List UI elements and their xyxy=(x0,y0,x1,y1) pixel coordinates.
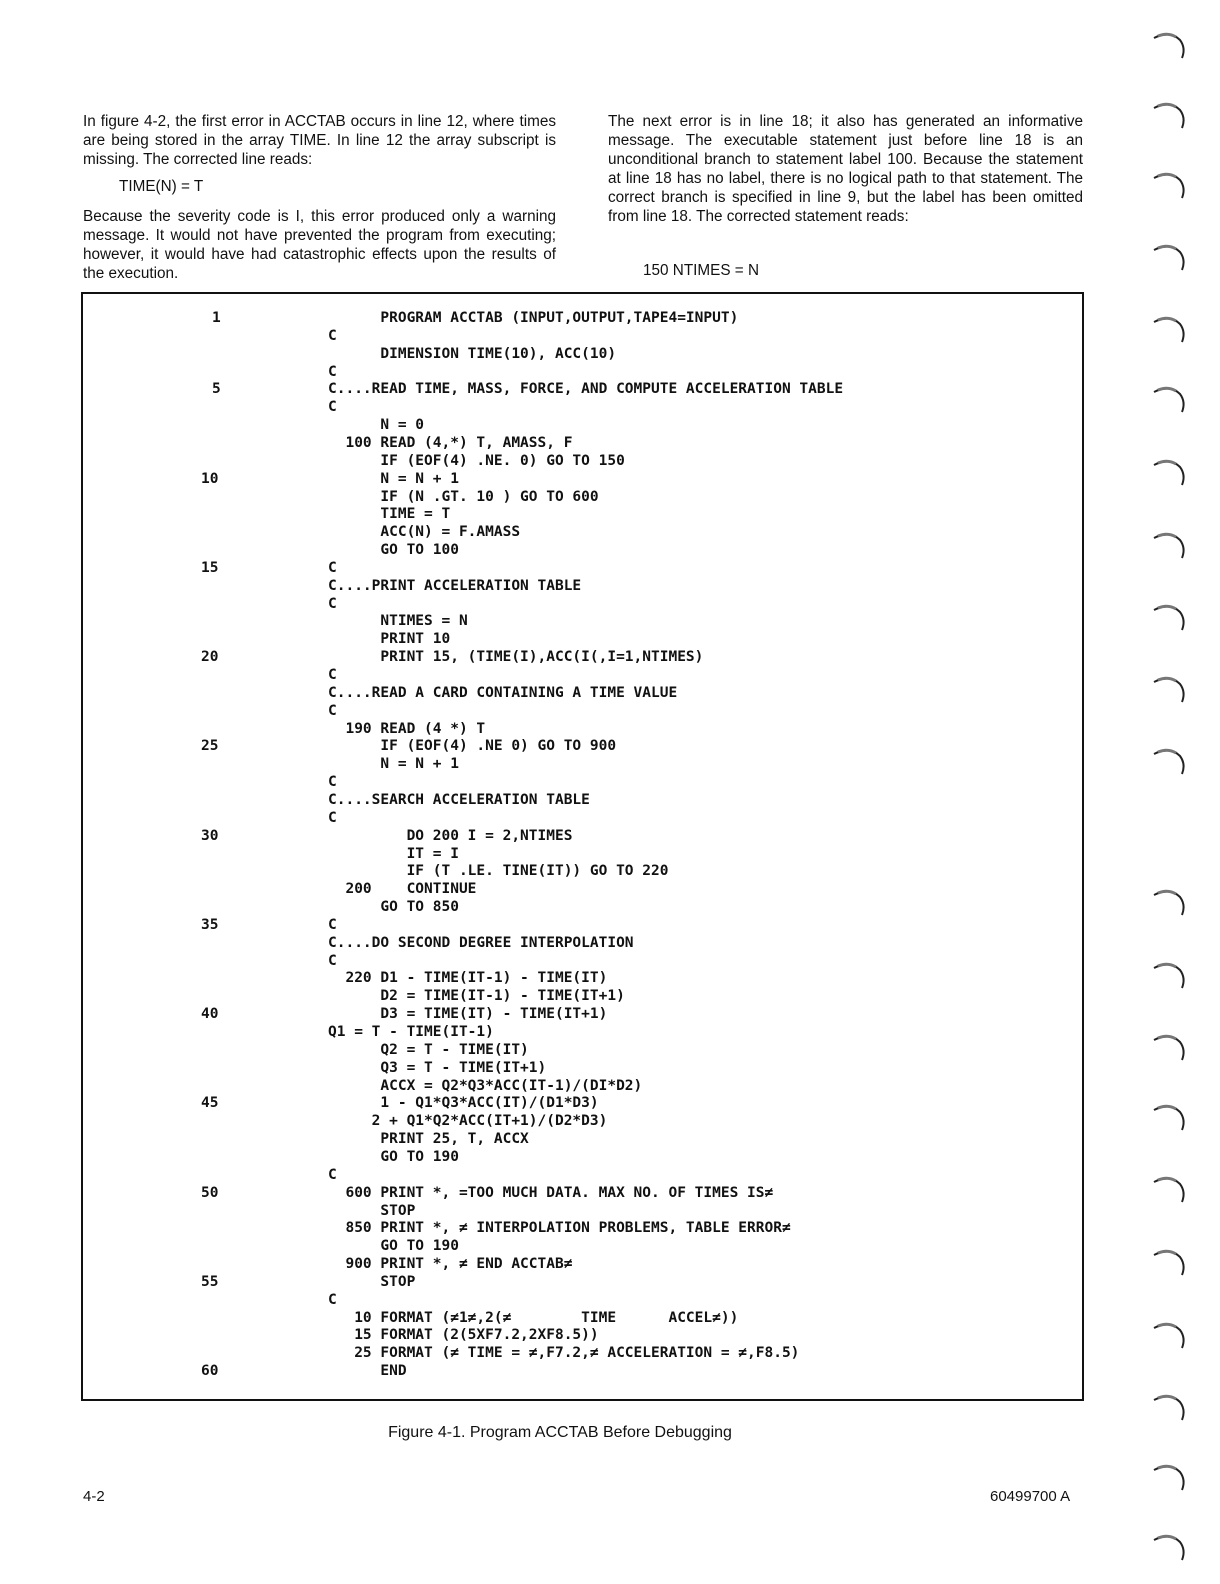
punch-hole-icon xyxy=(1150,28,1190,62)
code-line: N = 0 xyxy=(328,417,425,434)
code-line: NTIMES = N xyxy=(328,613,468,630)
code-line: C....READ TIME, MASS, FORCE, AND COMPUTE ACCELERATION TABLE xyxy=(328,381,844,398)
code-line: Q3 = T - TIME(IT+1) xyxy=(328,1059,547,1076)
punch-hole-icon xyxy=(1150,455,1190,489)
code-line: 900 PRINT *, ≠ END ACCTAB≠ xyxy=(328,1256,573,1273)
punch-hole-icon xyxy=(1150,312,1190,346)
punch-hole-icon xyxy=(1150,600,1190,634)
figure-caption: Figure 4-1. Program ACCTAB Before Debugging xyxy=(388,1424,732,1441)
code-line: 100 READ (4,*) T, AMASS, F xyxy=(328,434,573,451)
code-line: PROGRAM ACCTAB (INPUT,OUTPUT,TAPE4=INPUT) xyxy=(328,310,739,326)
code-line: 2 + Q1*Q2*ACC(IT+1)/(D2*D3) xyxy=(328,1113,608,1130)
punch-hole-icon xyxy=(1150,240,1190,274)
line-number: 25 xyxy=(201,738,219,755)
line-number: 55 xyxy=(201,1273,219,1290)
code-line: STOP xyxy=(328,1273,416,1290)
line-number: 60 xyxy=(201,1363,219,1380)
code-line: 850 PRINT *, ≠ INTERPOLATION PROBLEMS, TABLE ERROR≠ xyxy=(328,1220,791,1237)
code-line: 25 FORMAT (≠ TIME = ≠,F7.2,≠ ACCELERATION = ≠,F8.5) xyxy=(328,1345,800,1362)
code-line: STOP xyxy=(328,1202,416,1219)
code-line: C xyxy=(328,952,337,969)
code-line: PRINT 15, (TIME(I),ACC(I(,I=1,NTIMES) xyxy=(328,649,704,666)
code-line: D3 = TIME(IT) - TIME(IT+1) xyxy=(328,1006,608,1023)
punch-hole-icon xyxy=(1150,98,1190,132)
page-number: 4-2 xyxy=(83,1488,105,1505)
code-line: ACCX = Q2*Q3*ACC(IT-1)/(DI*D2) xyxy=(328,1077,643,1094)
punch-hole-icon xyxy=(1150,958,1190,992)
code-line: C xyxy=(328,363,337,380)
line-number: 10 xyxy=(201,470,219,487)
code-line: 1 - Q1*Q3*ACC(IT)/(D1*D3) xyxy=(328,1095,599,1112)
code-line: IF (T .LE. TINE(IT)) GO TO 220 xyxy=(328,863,669,880)
left-paragraph-1: In figure 4-2, the first error in ACCTAB occurs in line 12, where times are being stored in the array TIME. In line 12 the array subscript is missing. The corrected line reads: xyxy=(83,113,556,168)
code-line: IF (N .GT. 10 ) GO TO 600 xyxy=(328,488,599,505)
punch-hole-icon xyxy=(1150,1318,1190,1352)
punch-hole-icon xyxy=(1150,382,1190,416)
code-line: IF (EOF(4) .NE 0) GO TO 900 xyxy=(328,738,617,755)
code-line: PRINT 25, T, ACCX xyxy=(328,1131,529,1148)
left-corrected-line: TIME(N) = T xyxy=(119,178,204,195)
document-number: 60499700 A xyxy=(990,1488,1071,1505)
code-line: C xyxy=(328,774,337,791)
punch-hole-icon xyxy=(1150,1030,1190,1064)
line-number: 20 xyxy=(201,649,219,666)
line-number: 30 xyxy=(201,827,219,844)
code-line: 200 CONTINUE xyxy=(328,881,477,898)
code-line: C....PRINT ACCELERATION TABLE xyxy=(328,577,582,594)
code-line: D2 = TIME(IT-1) - TIME(IT+1) xyxy=(328,988,625,1005)
code-line: C xyxy=(328,1291,337,1308)
punch-hole-icon xyxy=(1150,672,1190,706)
code-line: IF (EOF(4) .NE. 0) GO TO 150 xyxy=(328,452,625,469)
code-line: 600 PRINT *, =TOO MUCH DATA. MAX NO. OF TIMES IS≠ xyxy=(328,1184,774,1201)
code-line: C xyxy=(328,702,337,719)
right-paragraph-1: The next error is in line 18; it also has generated an informative message. The executable statement just before line 18 is an unconditional branch to statement label 100. Because the statement at line 18 has no label, there is no logical path to that statement. The correct branch is specified in line 9, but the label has been omitted from line 18. The corrected statement reads: xyxy=(608,113,1083,225)
code-line: GO TO 190 xyxy=(328,1238,459,1255)
code-line: END xyxy=(328,1363,407,1380)
code-line: GO TO 190 xyxy=(328,1148,459,1165)
code-line: 190 READ (4 *) T xyxy=(328,720,486,737)
punch-hole-icon xyxy=(1150,1530,1190,1564)
right-corrected-line: 150 NTIMES = N xyxy=(643,262,760,279)
line-number: 45 xyxy=(201,1095,219,1112)
left-paragraph-2: Because the severity code is I, this error produced only a warning message. It would not have prevented the program from executing; however, it would have had catastrophic effects upon the results of the execution. xyxy=(83,208,556,282)
punch-hole-icon xyxy=(1150,168,1190,202)
code-line: 220 D1 - TIME(IT-1) - TIME(IT) xyxy=(328,970,608,987)
line-number: 15 xyxy=(201,559,219,576)
code-line: DIMENSION TIME(10), ACC(10) xyxy=(328,345,617,362)
code-line: C....READ A CARD CONTAINING A TIME VALUE xyxy=(328,684,678,701)
code-line: PRINT 10 xyxy=(328,631,451,648)
code-line: C xyxy=(328,399,337,416)
punch-hole-icon xyxy=(1150,744,1190,778)
punch-hole-icon xyxy=(1150,1100,1190,1134)
punch-hole-icon xyxy=(1150,1245,1190,1279)
code-line: C xyxy=(328,667,337,683)
code-line: TIME = T xyxy=(328,506,451,523)
punch-hole-icon xyxy=(1150,885,1190,919)
code-line: 10 FORMAT (≠1≠,2(≠ TIME ACCEL≠)) xyxy=(328,1309,739,1326)
punch-hole-icon xyxy=(1150,1172,1190,1206)
code-line: IT = I xyxy=(328,845,459,862)
code-line: N = N + 1 xyxy=(328,756,459,773)
code-line: C....DO SECOND DEGREE INTERPOLATION xyxy=(328,934,634,951)
line-number: 40 xyxy=(201,1006,219,1023)
punch-hole-icon xyxy=(1150,528,1190,562)
code-line: C xyxy=(328,595,337,612)
code-line: 15 FORMAT (2(5XF7.2,2XF8.5)) xyxy=(328,1327,599,1344)
line-number: 1 xyxy=(212,310,221,326)
line-number: 5 xyxy=(212,381,221,398)
code-line: N = N + 1 xyxy=(328,470,459,487)
code-line: GO TO 850 xyxy=(328,899,459,916)
code-line: GO TO 100 xyxy=(328,542,459,559)
code-line: Q2 = T - TIME(IT) xyxy=(328,1041,529,1058)
code-line: C xyxy=(328,916,337,933)
line-number: 35 xyxy=(201,916,219,933)
code-line: C xyxy=(328,559,337,576)
line-number: 50 xyxy=(201,1184,219,1201)
code-line: DO 200 I = 2,NTIMES xyxy=(328,827,573,844)
punch-hole-icon xyxy=(1150,1460,1190,1494)
code-line: C xyxy=(328,327,337,344)
punch-hole-icon xyxy=(1150,1390,1190,1424)
code-line: C xyxy=(328,809,337,826)
code-line: C xyxy=(328,1166,337,1183)
code-line: C....SEARCH ACCELERATION TABLE xyxy=(328,791,590,808)
code-line: Q1 = T - TIME(IT-1) xyxy=(328,1024,494,1040)
code-line: ACC(N) = F.AMASS xyxy=(328,524,521,541)
